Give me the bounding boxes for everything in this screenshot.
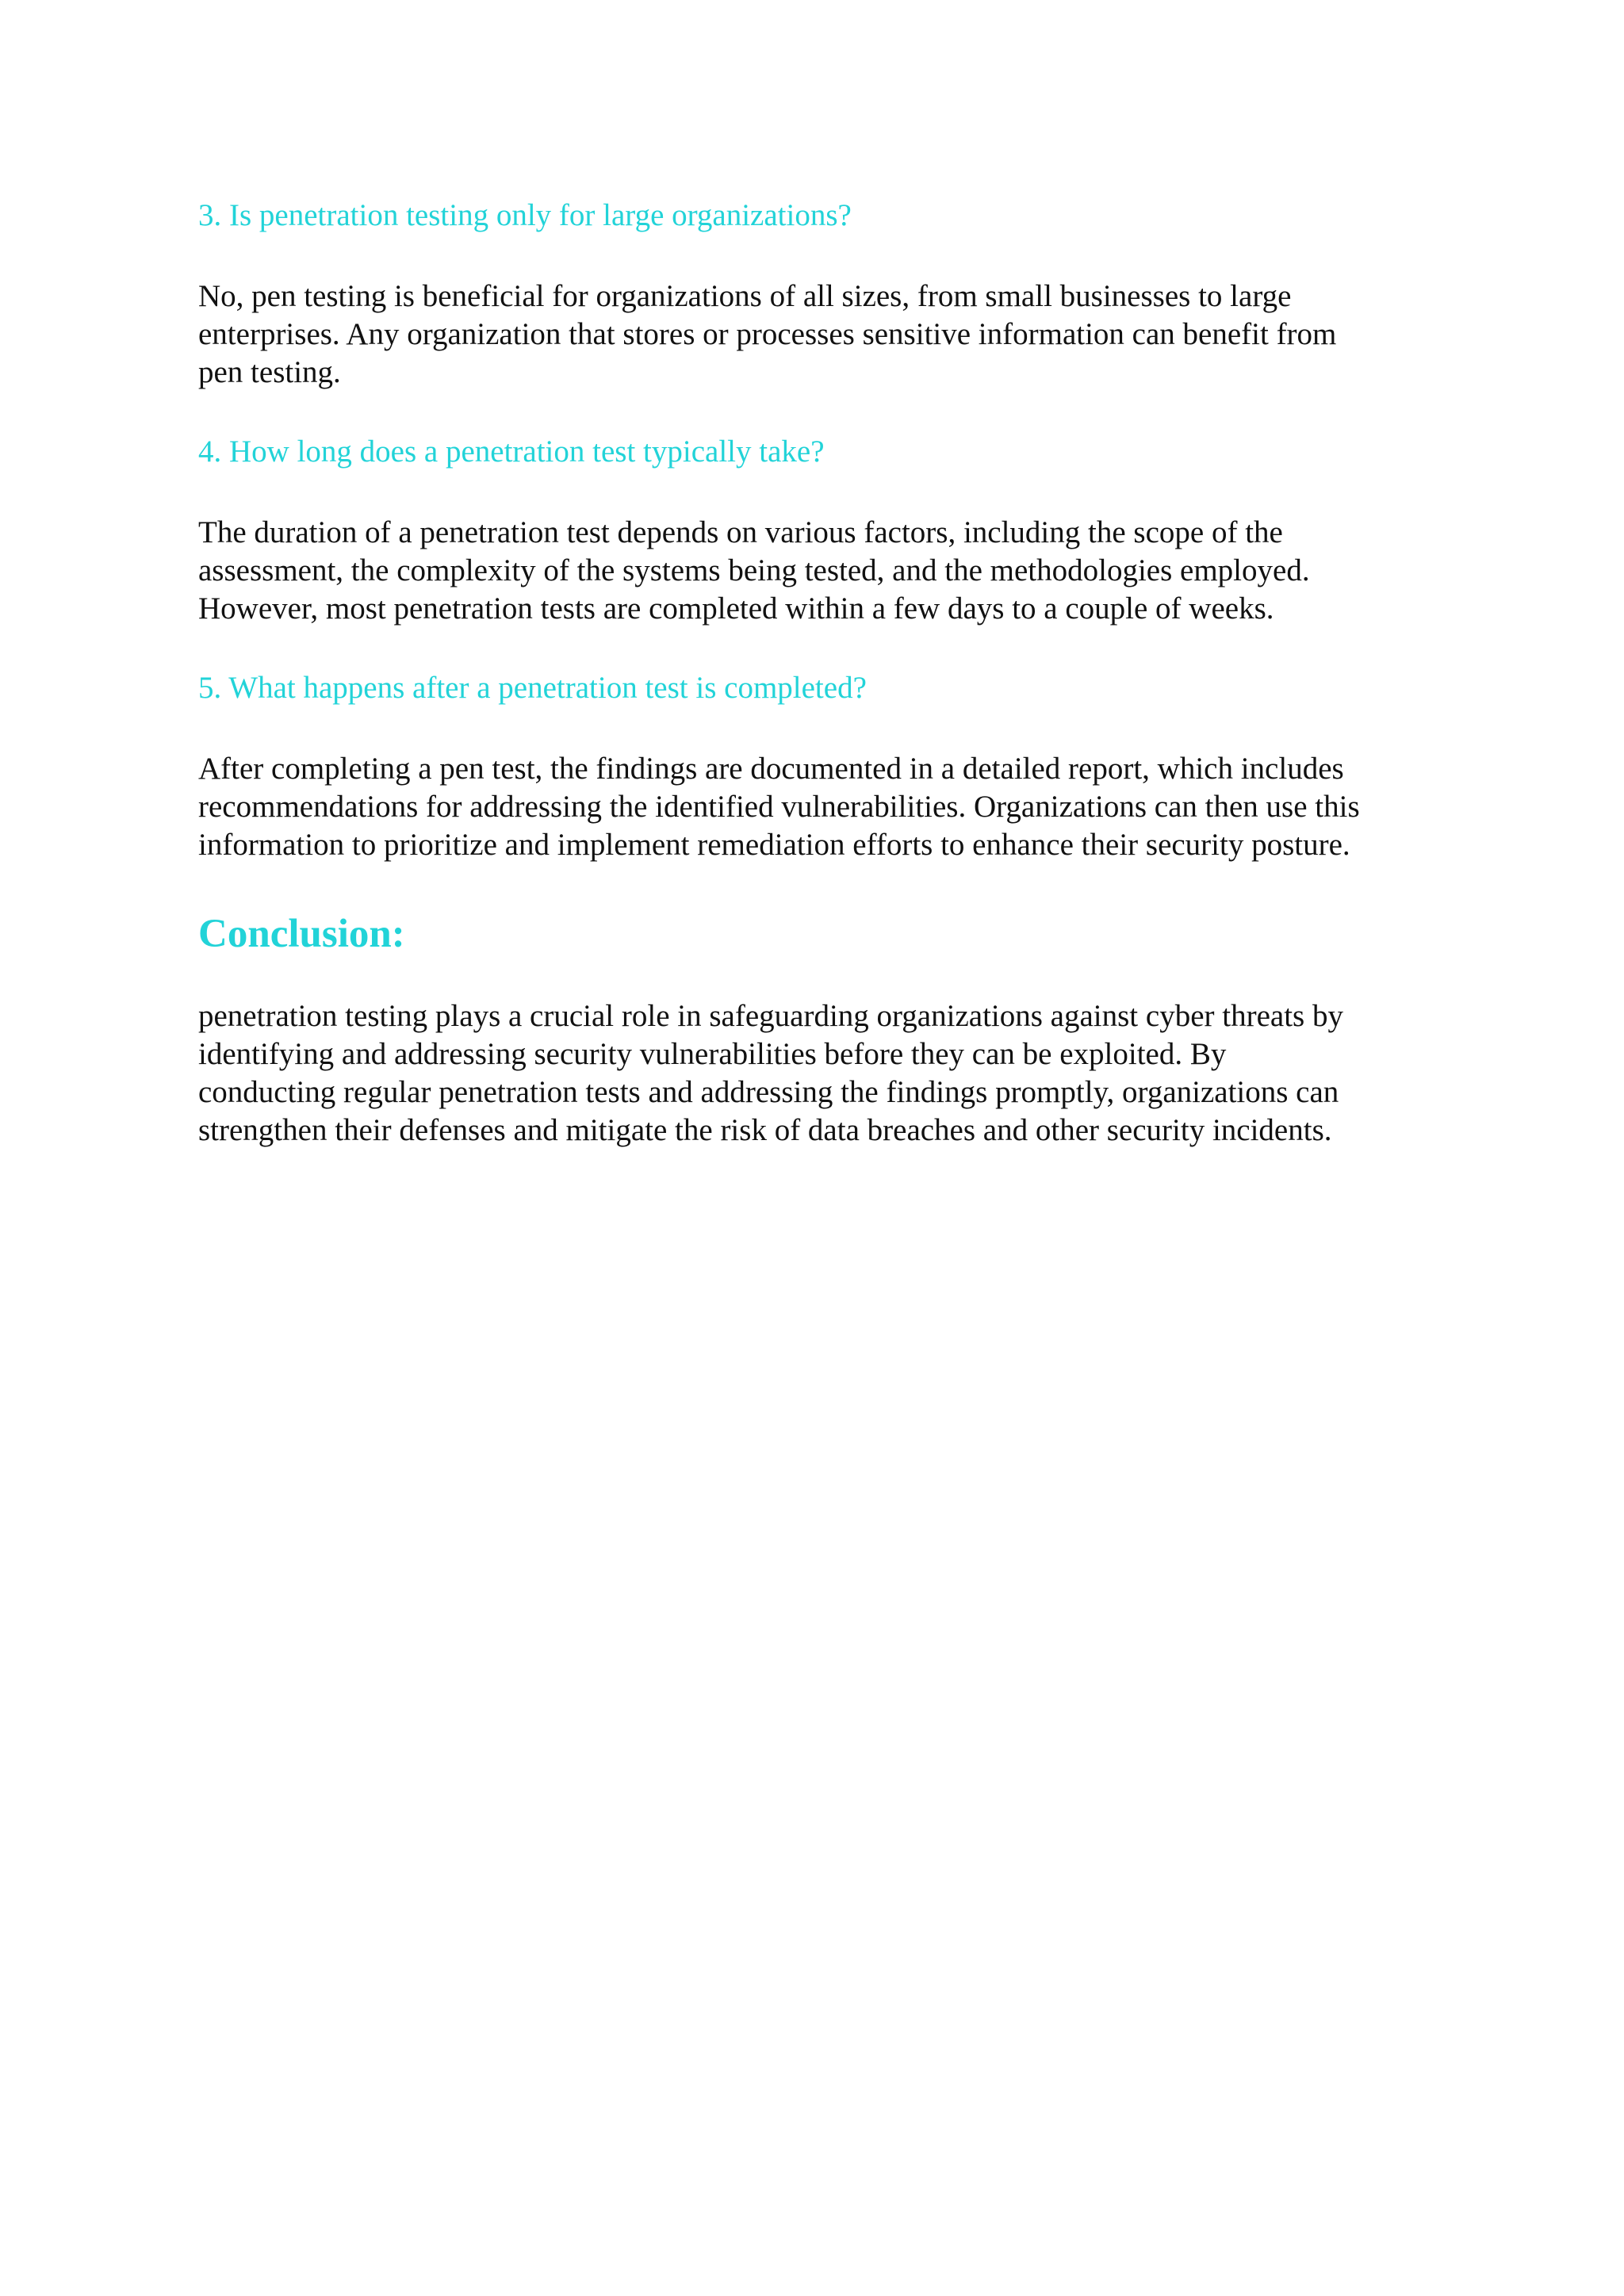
answer-line: No, pen testing is beneficial for organizations of all sizes, from small businesses to large: [198, 279, 1292, 313]
conclusion-line: penetration testing plays a crucial role in safeguarding organizations against cyber threats by: [198, 999, 1343, 1033]
conclusion-line: conducting regular penetration tests and addressing the findings promptly, organizations can: [198, 1075, 1339, 1109]
conclusion-paragraph: [198, 997, 1467, 1150]
faq-question-5: 5. What happens after a penetration test is completed?: [198, 671, 867, 705]
faq-answer-4: [198, 514, 1467, 628]
conclusion-line: strengthen their defenses and mitigate the risk of data breaches and other security incidents.: [198, 1113, 1332, 1147]
answer-line: After completing a pen test, the findings are documented in a detailed report, which includes: [198, 752, 1344, 786]
faq-question-4: 4. How long does a penetration test typically take?: [198, 434, 825, 469]
answer-line: assessment, the complexity of the systems being tested, and the methodologies employed.: [198, 553, 1310, 587]
answer-line: However, most penetration tests are completed within a few days to a couple of weeks.: [198, 591, 1274, 626]
answer-line: information to prioritize and implement remediation efforts to enhance their security posture.: [198, 828, 1350, 862]
conclusion-line: identifying and addressing security vulnerabilities before they can be exploited. By: [198, 1037, 1227, 1071]
answer-line: recommendations for addressing the identified vulnerabilities. Organizations can then use this: [198, 790, 1360, 824]
document-content: [198, 197, 1467, 1150]
conclusion-heading: Conclusion:: [198, 912, 405, 956]
answer-line: pen testing.: [198, 355, 341, 389]
faq-answer-5: [198, 750, 1467, 864]
answer-line: The duration of a penetration test depends on various factors, including the scope of the: [198, 515, 1283, 549]
faq-answer-3: [198, 277, 1467, 392]
faq-question-3: 3. Is penetration testing only for large organizations?: [198, 198, 852, 232]
answer-line: enterprises. Any organization that stores or processes sensitive information can benefit from: [198, 317, 1337, 351]
